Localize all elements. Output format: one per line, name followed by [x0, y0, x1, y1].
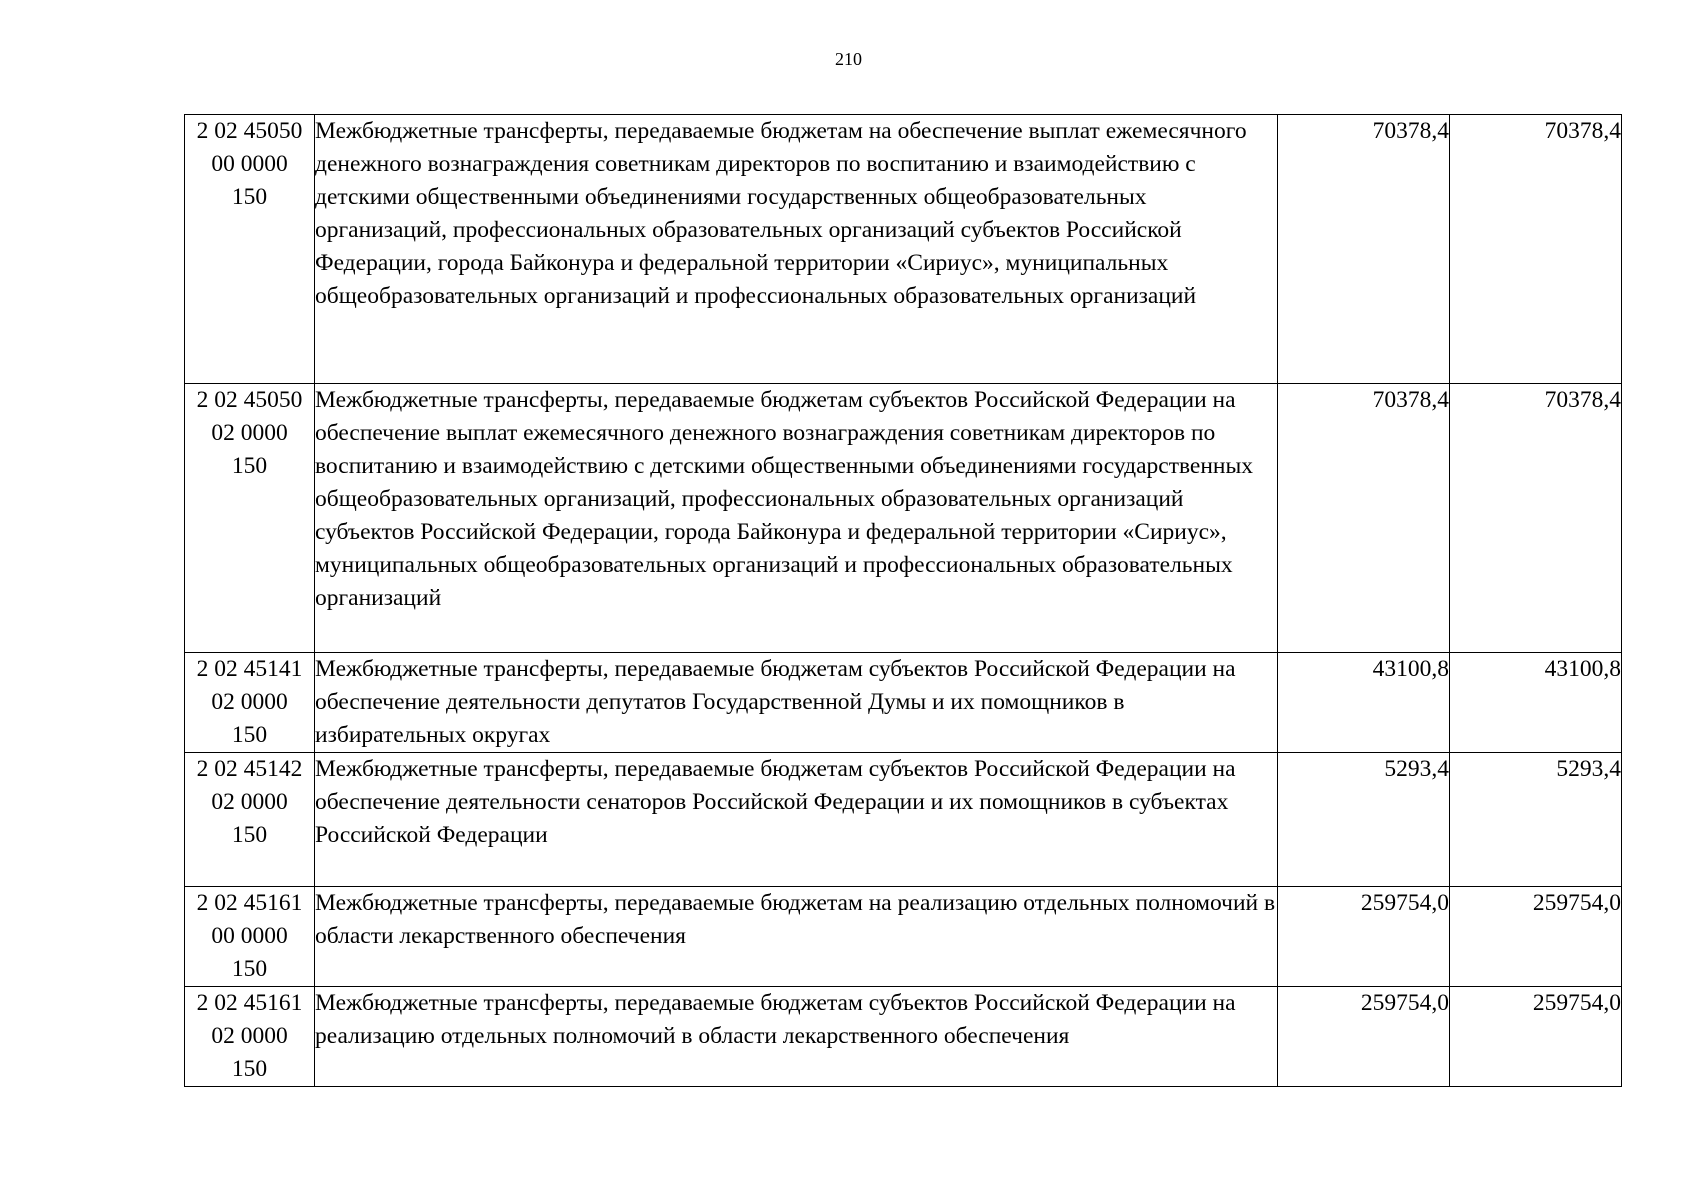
row-description: Межбюджетные трансферты, передаваемые бюджетам субъектов Российской Федерации на обеспечение деятельности сенаторов Российской Федерации и их помощников в субъектах Российской Федерации: [315, 753, 1278, 887]
row-description: Межбюджетные трансферты, передаваемые бюджетам субъектов Российской Федерации на обеспечение деятельности депутатов Государственной Думы и их помощников в избирательных округах: [315, 653, 1278, 753]
budget-code-part: 00 0000: [211, 151, 288, 177]
row-value-1: 5293,4: [1278, 753, 1450, 887]
row-description: Межбюджетные трансферты, передаваемые бюджетам на реализацию отдельных полномочий в области лекарственного обеспечения: [315, 887, 1278, 987]
budget-code-part: 02 0000: [211, 689, 288, 715]
budget-code: [185, 887, 315, 987]
row-value-2: 70378,4: [1450, 115, 1622, 384]
budget-code-part: 2 02 45050: [196, 387, 303, 413]
table-row: [185, 887, 1622, 987]
budget-table: [184, 114, 1622, 1087]
table-row: [185, 384, 1622, 653]
budget-code: [185, 384, 315, 653]
budget-code: [185, 115, 315, 384]
budget-code-part: 2 02 45142: [196, 756, 303, 782]
budget-code-part: 150: [231, 956, 268, 982]
row-value-2: 259754,0: [1450, 887, 1622, 987]
row-description: Межбюджетные трансферты, передаваемые бюджетам субъектов Российской Федерации на обеспечение выплат ежемесячного денежного вознаграждения советникам директоров по воспитанию и взаимодействию с детскими общественными объединениями государственных общеобразовательных организаций, профессиональных образовательных организаций субъектов Российской Федерации, города Байконура и федеральной территории «Сириус», муниципальных общеобразовательных организаций и профессиональных образовательных организаций: [315, 384, 1278, 653]
table-row: [185, 115, 1622, 384]
budget-code-part: 150: [231, 184, 268, 210]
row-value-2: 70378,4: [1450, 384, 1622, 653]
budget-code-part: 150: [231, 822, 268, 848]
table-row: [185, 987, 1622, 1087]
budget-code-part: 2 02 45161: [196, 890, 303, 916]
budget-code: [185, 987, 315, 1087]
budget-code: [185, 653, 315, 753]
budget-code-part: 150: [231, 453, 268, 479]
row-value-1: 70378,4: [1278, 384, 1450, 653]
budget-code: [185, 753, 315, 887]
row-description: Межбюджетные трансферты, передаваемые бюджетам субъектов Российской Федерации на реализацию отдельных полномочий в области лекарственного обеспечения: [315, 987, 1278, 1087]
page-number: 210: [835, 49, 862, 69]
budget-code-part: 2 02 45050: [196, 118, 303, 144]
budget-code-part: 2 02 45161: [196, 990, 303, 1016]
table-row: [185, 653, 1622, 753]
row-value-1: 259754,0: [1278, 987, 1450, 1087]
budget-code-part: 2 02 45141: [196, 656, 303, 682]
row-value-2: 5293,4: [1450, 753, 1622, 887]
row-value-2: 43100,8: [1450, 653, 1622, 753]
row-value-2: 259754,0: [1450, 987, 1622, 1087]
row-value-1: 43100,8: [1278, 653, 1450, 753]
row-value-1: 70378,4: [1278, 115, 1450, 384]
budget-code-part: 00 0000: [211, 923, 288, 949]
row-value-1: 259754,0: [1278, 887, 1450, 987]
budget-code-part: 150: [231, 722, 268, 748]
row-description: Межбюджетные трансферты, передаваемые бюджетам на обеспечение выплат ежемесячного денежного вознаграждения советникам директоров по воспитанию и взаимодействию с детскими общественными объединениями государственных общеобразовательных организаций, профессиональных образовательных организаций субъектов Российской Федерации, города Байконура и федеральной территории «Сириус», муниципальных общеобразовательных организаций и профессиональных образовательных организаций: [315, 115, 1278, 384]
budget-code-part: 150: [231, 1056, 268, 1082]
table-row: [185, 753, 1622, 887]
budget-code-part: 02 0000: [211, 789, 288, 815]
budget-code-part: 02 0000: [211, 1023, 288, 1049]
budget-code-part: 02 0000: [211, 420, 288, 446]
